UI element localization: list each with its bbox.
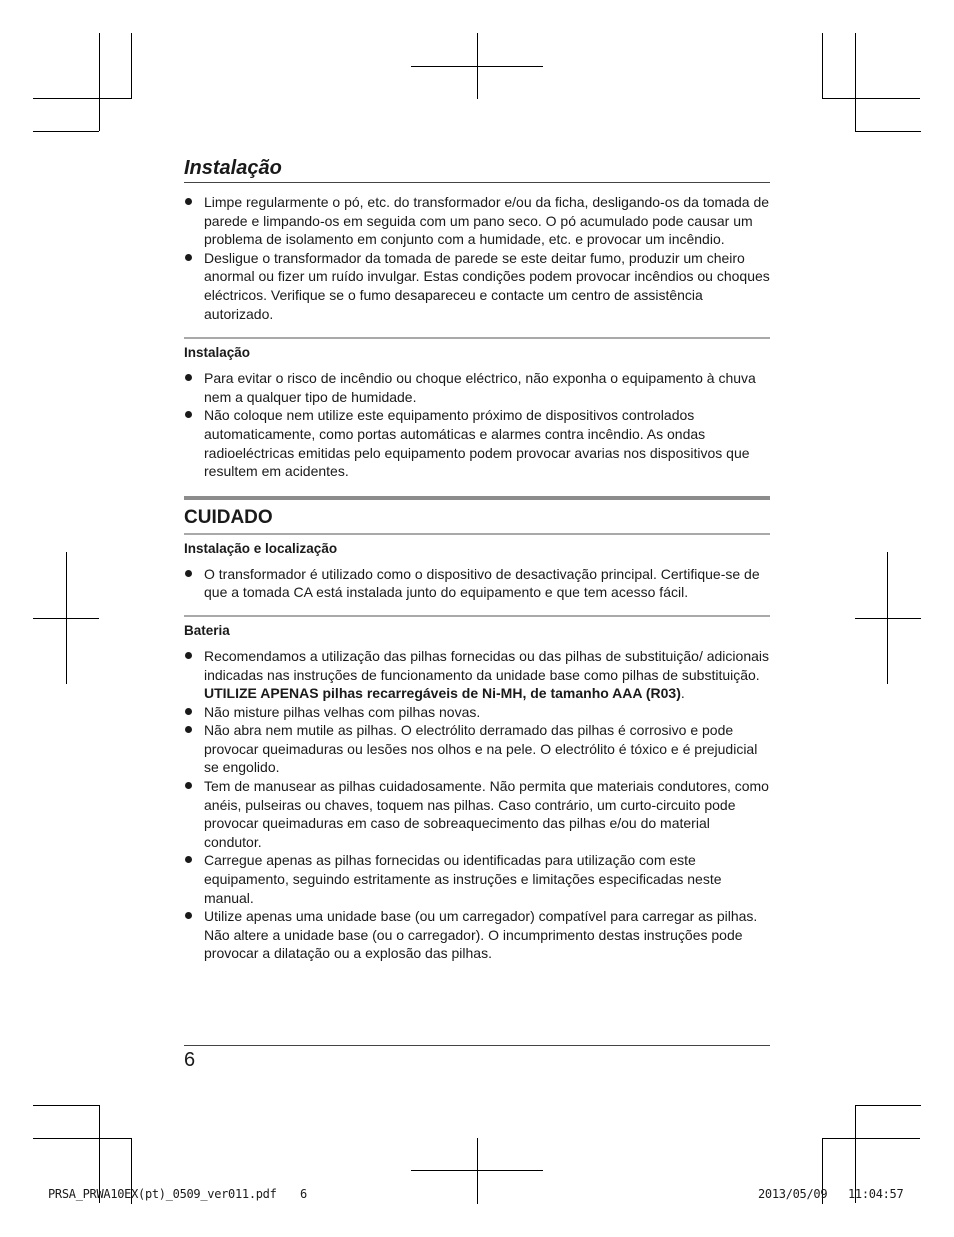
instalacao-localizacao-list: [184, 565, 770, 602]
bullet-icon: [185, 708, 192, 715]
list-item: Não coloque nem utilize este equipamento próximo de dispositivos controlados automaticamente, como portas automáticas e alarmes contra incêndio. As ondas radioeléctricas emitidas pelo equipamento podem provocar avarias nos dispositivos que resultem em acidentes.: [184, 406, 770, 480]
cuidado-rule: [184, 533, 770, 535]
bullet-icon: [185, 374, 192, 381]
list-item: Limpe regularmente o pó, etc. do transformador e/ou da ficha, desligando-os da tomada de parede e limpando-os em seguida com um pano seco. O pó acumulado pode causar um problema de isolamento em conjunto com a humidade, etc. e provocar um incêndio.: [184, 193, 770, 249]
bullet-icon: [185, 856, 192, 863]
footer-time: 11:04:57: [848, 1187, 904, 1201]
list-item: O transformador é utilizado como o dispositivo de desactivação principal. Certifique-se de que a tomada CA está instalada junto do equipamento e que tem acesso fácil.: [184, 565, 770, 602]
list-item: Utilize apenas uma unidade base (ou um carregador) compatível para carregar as pilhas. Não altere a unidade base (ou o carregador). O incumprimento destas instruções pode provocar a dilatação ou a explosão das pilhas.: [184, 907, 770, 963]
bullet-icon: [185, 652, 192, 659]
bullet-icon: [185, 782, 192, 789]
sub-heading-bateria: Bateria: [184, 622, 230, 638]
instalacao-list: [184, 193, 770, 323]
bold-warning: UTILIZE APENAS pilhas recarregáveis de Ni-MH, de tamanho AAA (R03): [204, 685, 681, 702]
list-item: Carregue apenas as pilhas fornecidas ou identificadas para utilização com este equipamento, seguindo estritamente as instruções e limitações especificadas neste manual.: [184, 851, 770, 907]
list-item: Desligue o transformador da tomada de parede se este deitar fumo, produzir um cheiro anormal ou fizer um ruído invulgar. Estas condições podem provocar incêndios ou choques eléctricos. Verifique se o fumo desapareceu e contacte um centro de assistência autorizado.: [184, 249, 770, 323]
bullet-icon: [185, 570, 192, 577]
bullet-icon: [185, 912, 192, 919]
list-item: Não misture pilhas velhas com pilhas novas.: [184, 703, 770, 722]
bullet-icon: [185, 254, 192, 261]
list-item: Recomendamos a utilização das pilhas fornecidas ou das pilhas de substituição/ adicionais indicadas nas instruções de funcionamento da unidade base como pilhas de substituição. UTILIZE APENAS pilhas recarregáveis de Ni-MH, de tamanho AAA (R03).: [184, 647, 770, 703]
bullet-icon: [185, 726, 192, 733]
page-content: [184, 150, 770, 963]
list-item: Tem de manusear as pilhas cuidadosamente. Não permita que materiais condutores, como anéis, pulseiras ou chaves, toquem nas pilhas. Caso contrário, um curto-circuito pode provocar queimaduras em caso de sobreaquecimento das pilhas e/ou do material condutor.: [184, 777, 770, 851]
footer-rule: [184, 1045, 770, 1046]
bateria-list: [184, 647, 770, 963]
section-title-cuidado: CUIDADO: [184, 506, 273, 528]
section-divider: [184, 615, 770, 617]
list-item: Não abra nem mutile as pilhas. O electrólito derramado das pilhas é corrosivo e pode provocar queimaduras ou lesões nos olhos e na pele. O electrólito é tóxico e é prejudicial se engolido.: [184, 721, 770, 777]
section-divider: [184, 337, 770, 339]
page-number: 6: [184, 1049, 196, 1071]
bullet-icon: [185, 411, 192, 418]
footer-filename: PRSA_PRWA10EX(pt)_0509_ver011.pdf: [48, 1187, 277, 1201]
instalacao-warning-list: [184, 369, 770, 481]
cuidado-top-rule: [184, 496, 770, 500]
footer-page: 6: [300, 1187, 307, 1201]
section-title-instalacao: Instalação: [184, 157, 282, 179]
sub-heading-instalacao: Instalação: [184, 345, 251, 361]
bullet-icon: [185, 198, 192, 205]
sub-heading-instalacao-localizacao: Instalação e localização: [184, 540, 338, 556]
footer-date: 2013/05/09: [758, 1187, 828, 1201]
list-item: Para evitar o risco de incêndio ou choque eléctrico, não exponha o equipamento à chuva nem a qualquer tipo de humidade.: [184, 369, 770, 406]
section-rule: [184, 182, 770, 183]
